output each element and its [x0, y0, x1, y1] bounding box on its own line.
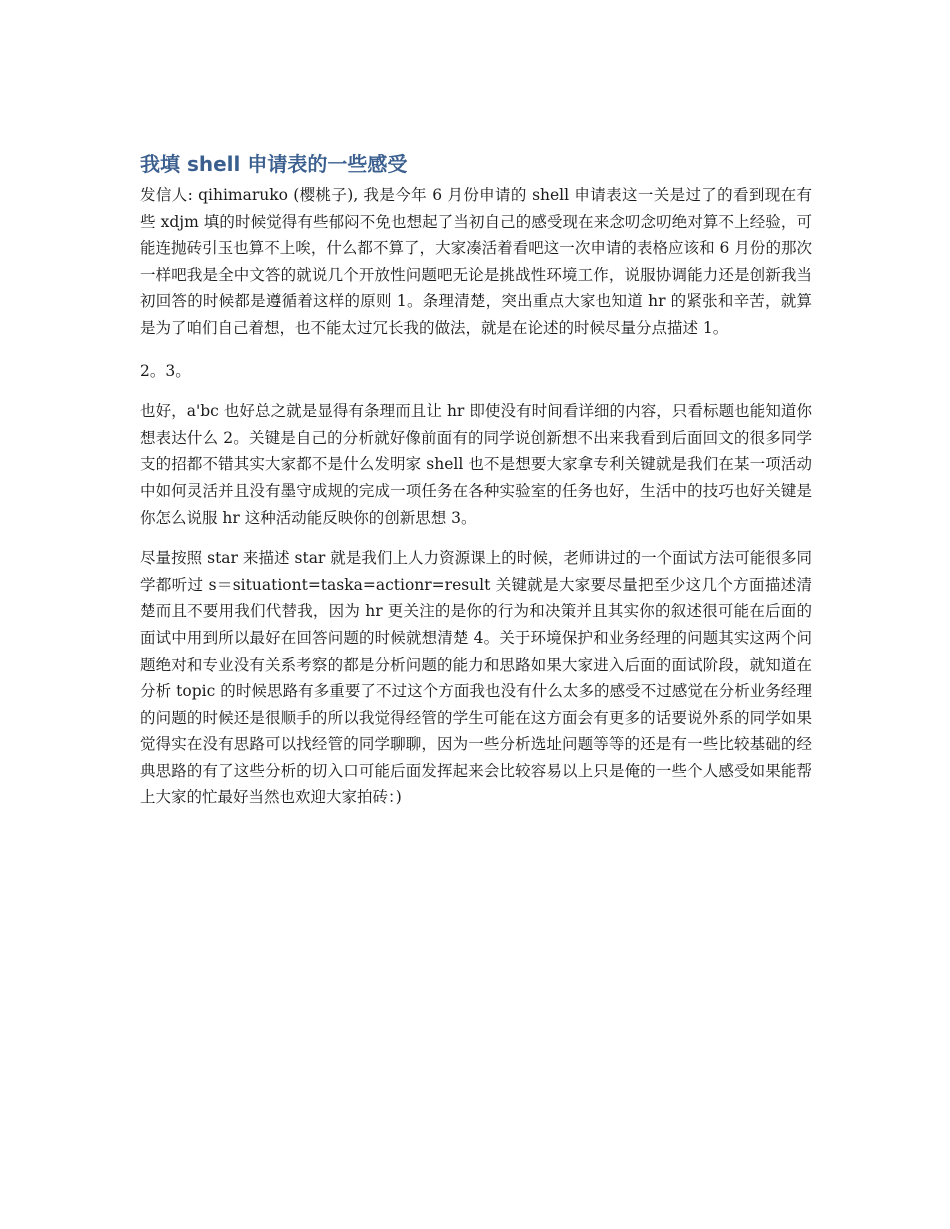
paragraph-structure: 也好，a'bc 也好总之就是显得有条理而且让 hr 即使没有时间看详细的内容，只看标题也能知道你想表达什么 2。关键是自己的分析就好像前面有的同学说创新想不出来我看到后面回文的很多同学支的招都不错其实大家都不是什么发明家 shell 也不是想要大家拿专利关键就是我们在某一项活动中如何灵活并且没有墨守成规的完成一项任务在各种实验室的任务也好，生活中的技巧也好关键是你怎么说服 hr 这种活动能反映你的创新思想 3。 — [140, 402, 812, 527]
paragraph-intro: 发信人: qihimaruko (樱桃子), 我是今年 6 月份申请的 shell 申请表这一关是过了的看到现在有些 xdjm 填的时候觉得有些郁闷不免也想起了当初自己的感受现在来念叨念叨绝对算不上经验，可能连抛砖引玉也算不上唉，什么都不算了，大家凑活着看吧这一次申请的表格应该和 6 月份的那次一样吧我是全中文答的就说几个开放性问题吧无论是挑战性环境工作，说服协调能力还是创新我当初回答的时候都是遵循着这样的原则 1。条理清楚，突出重点大家也知道 hr 的紧张和辛苦，就算是为了咱们自己着想，也不能太过冗长我的做法，就是在论述的时候尽量分点描述 1。 — [140, 186, 812, 337]
document-title: 我填 shell 申请表的一些感受 — [140, 152, 408, 176]
paragraph-star-method: 尽量按照 star 来描述 star 就是我们上人力资源课上的时候，老师讲过的一个面试方法可能很多同学都听过 s＝situationt=taska=actionr=result 关键就是大家要尽量把至少这几个方面描述清楚而且不要用我们代替我，因为 hr 更关注的是你的行为和决策并且其实你的叙述很可能在后面的面试中用到所以最好在回答问题的时候就想清楚 4。关于环境保护和业务经理的问题其实这两个问题绝对和专业没有关系考察的都是分析问题的能力和思路如果大家进入后面的面试阶段，就知道在分析 topic 的时候思路有多重要了不过这个方面我也没有什么太多的感受不过感觉在分析业务经理的问题的时候还是很顺手的所以我觉得经管的学生可能在这方面会有更多的话要说外系的同学如果觉得实在没有思路可以找经管的同学聊聊，因为一些分析选址问题等等的还是有一些比较基础的经典思路的有了这些分析的切入口可能后面发挥起来会比较容易以上只是俺的一些个人感受如果能帮上大家的忙最好当然也欢迎大家拍砖：) — [140, 549, 812, 807]
paragraph-list-markers: 2。3。 — [140, 361, 191, 380]
document-page — [140, 148, 812, 811]
